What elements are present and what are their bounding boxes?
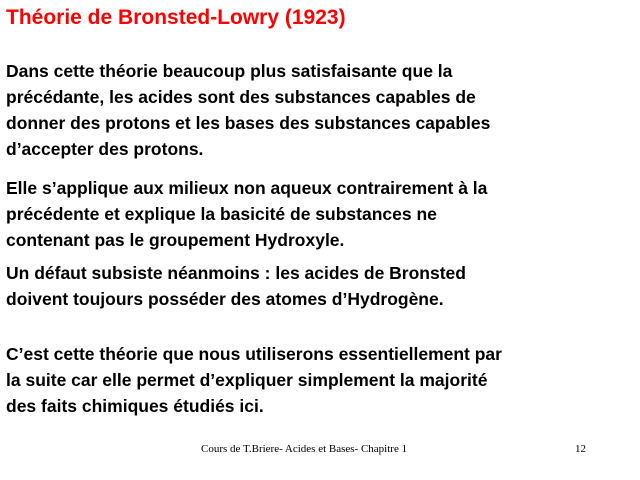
paragraph-line: d’accepter des protons. — [6, 139, 204, 159]
footer-page-number: 12 — [575, 443, 586, 455]
paragraph-line: précédante, les acides sont des substances capables de — [6, 87, 476, 107]
paragraph-line: doivent toujours posséder des atomes d’Hydrogène. — [6, 289, 444, 309]
paragraph-line: donner des protons et les bases des substances capables — [6, 113, 491, 133]
paragraph-line: précédente et explique la basicité de substances ne — [6, 204, 437, 224]
paragraph-application — [6, 175, 636, 253]
paragraph-line: Un défaut subsiste néanmoins : les acides de Bronsted — [6, 263, 466, 283]
paragraph-conclusion — [6, 341, 636, 419]
paragraph-line: des faits chimiques étudiés ici. — [6, 396, 264, 416]
slide-title: Théorie de Bronsted-Lowry (1923) — [6, 6, 346, 29]
paragraph-line: Elle s’applique aux milieux non aqueux contrairement à la — [6, 178, 488, 198]
paragraph-line: contenant pas le groupement Hydroxyle. — [6, 230, 345, 250]
paragraph-line: Dans cette théorie beaucoup plus satisfaisante que la — [6, 61, 453, 81]
paragraph-definition — [6, 58, 636, 162]
footer-course-label: Cours de T.Briere- Acides et Bases- Chapitre 1 — [201, 443, 408, 455]
paragraph-line: la suite car elle permet d’expliquer simplement la majorité — [6, 370, 488, 390]
paragraph-line: C’est cette théorie que nous utiliserons essentiellement par — [6, 344, 502, 364]
paragraph-limitation — [6, 260, 636, 312]
